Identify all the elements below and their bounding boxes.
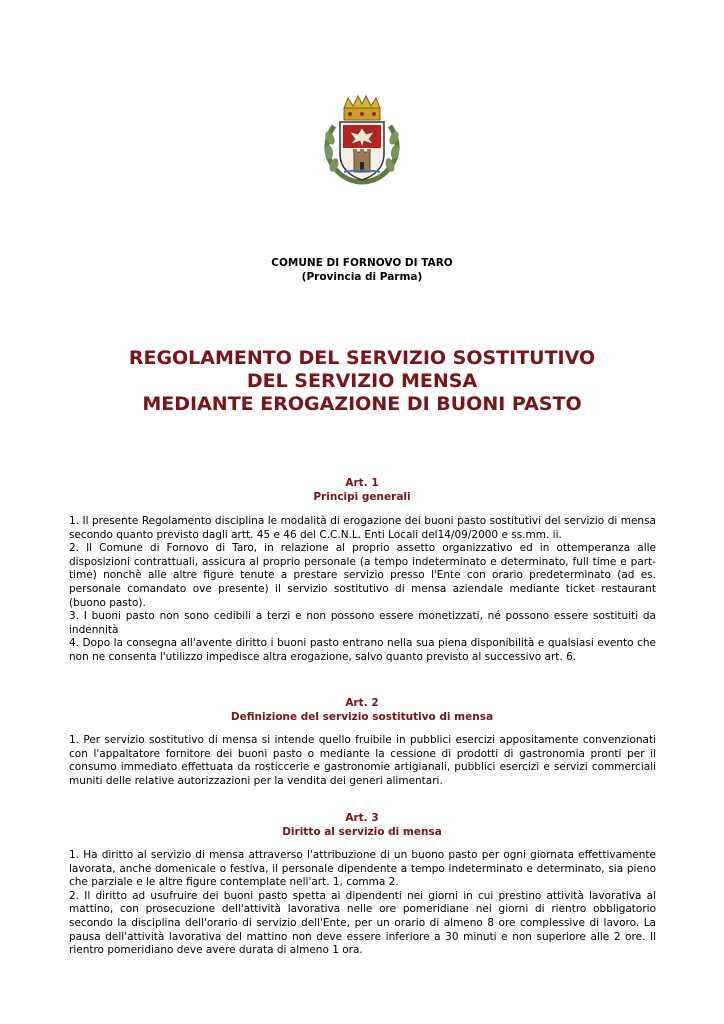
title-line-2: DEL SERVIZIO MENSA (246, 370, 478, 392)
title-line-1: REGOLAMENTO DEL SERVIZIO SOSTITUTIVO (128, 347, 596, 369)
article-number: Art. 1 (345, 477, 379, 489)
paragraph: 2. Il diritto ad usufruire dei buoni pasto spetta ai dipendenti nei giorni in cui prestino attività lavorativa al mattino, con prosecuzione dell'attività lavorativa nelle ore pomeridiane nei giorni di rientro obbligatorio secondo la disciplina dell'orario di servizio dell'Ente, per un orario di almeno 8 ore complessive di lavoro. La pausa dell'attività lavorativa del mattino non deve essere inferiore a 30 minuti e non superiore alle 2 ore. Il rientro pomeridiano deve avere durata di almeno 1 ora. (69, 889, 656, 957)
paragraph: 3. I buoni pasto non sono cedibili a terzi e non possono essere monetizzati, né possono essere sostituiti da indennità (69, 610, 656, 636)
article-title: Diritto al servizio di mensa (282, 826, 442, 838)
article-number: Art. 2 (345, 697, 379, 709)
article-title: Principi generali (313, 491, 411, 503)
paragraph: 4. Dopo la consegna all'avente diritto i buoni pasto entrano nella sua piena disponibilità e qualsiasi evento che non ne consenta l'utilizzo impedisce altra erogazione, salvo quanto previsto al successivo art. 6. (69, 637, 656, 663)
paragraph: 2. Il Comune di Fornovo di Taro, in relazione al proprio assetto organizzativo ed in ottemperanza alle disposizioni contrattuali, assicura al proprio personale (a tempo indeterminato e determinato, full time e part-time) nonchè alle altre figure tenute a prestare servizio presso l'Ente con orario predeterminato (ad es. personale comandato ove presente) il servizio sostitutivo di mensa aziendale mediante ticket restaurant (buono pasto). (69, 542, 656, 609)
article-3-heading (0, 811, 724, 839)
article-1-heading (0, 476, 724, 504)
article-title: Definizione del servizio sostitutivo di mensa (230, 711, 494, 723)
document-title (0, 347, 724, 416)
article-2-body (69, 734, 656, 788)
article-3-body (69, 849, 656, 958)
paragraph: 1. Per servizio sostitutivo di mensa si intende quello fruibile in pubblici esercizi appositamente convenzionati con l'appaltatore fornitore dei buoni pasto o mediante la cessione di prodotti di gastronomia pronti per il consumo immediato effettuata da rosticcerie e gastronomie artigianali, pubblici esercizi e servizi commerciali muniti delle relative autorizzazioni per la vendita dei generi alimentari. (69, 734, 656, 787)
paragraph: 1. Il presente Regolamento disciplina le modalità di erogazione dei buoni pasto sostitutivi del servizio di mensa secondo quanto previsto dagli artt. 45 e 46 del C.C.N.L. Enti Locali del14/09/2000 e ss.mm. ii. (69, 515, 656, 541)
article-1-body (69, 515, 656, 665)
province-name: (Provincia di Parma) (301, 271, 423, 283)
municipality-header (0, 256, 724, 284)
title-line-3: MEDIANTE EROGAZIONE DI BUONI PASTO (142, 393, 582, 415)
municipality-name: COMUNE DI FORNOVO DI TARO (271, 257, 453, 269)
article-2-heading (0, 696, 724, 724)
paragraph: 1. Ha diritto al servizio di mensa attraverso l'attribuzione di un buono pasto per ogni giornata effettivamente lavorata, anche domenicale o festiva, il personale dipendente a tempo indeterminato e determinato, sia pieno che parziale e le altre figure contemplate nell'art. 1, comma 2. (69, 849, 656, 889)
article-number: Art. 3 (345, 812, 379, 824)
municipal-coat-of-arms-icon (320, 92, 404, 188)
